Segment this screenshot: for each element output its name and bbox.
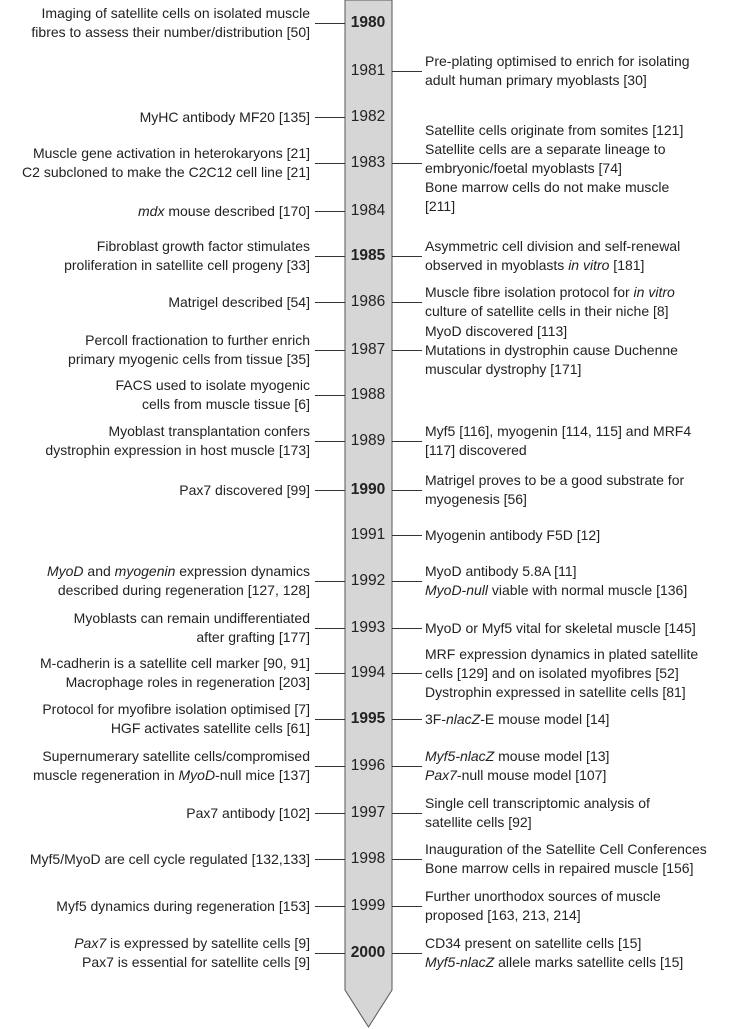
event-text: after grafting [177] — [196, 629, 310, 645]
event-left-1993 — [74, 609, 310, 647]
year-label: 1999 — [350, 897, 386, 914]
connector-left — [315, 859, 345, 860]
connector-right — [392, 813, 422, 814]
event-line — [68, 331, 310, 350]
event-text: Matrigel described [54] — [168, 293, 310, 310]
event-text: muscle regeneration in — [32, 767, 179, 783]
event-text: [211] — [425, 198, 456, 215]
event-text: Pax7 — [74, 935, 107, 951]
event-line — [425, 562, 687, 581]
event-line — [47, 581, 310, 600]
event-line — [425, 794, 650, 813]
connector-left — [315, 581, 345, 582]
event-line — [425, 237, 680, 256]
event-text: Satellite cells originate from somites [121] — [425, 122, 684, 139]
connector-right — [392, 490, 422, 491]
event-line — [47, 562, 310, 581]
event-line — [74, 953, 310, 972]
event-line — [425, 71, 690, 90]
event-line — [425, 747, 609, 766]
event-right-1999 — [425, 887, 661, 925]
connector-left — [315, 211, 345, 212]
year-label: 1989 — [350, 432, 386, 449]
connector-left — [315, 23, 345, 24]
event-line — [425, 645, 698, 664]
event-line — [30, 850, 310, 869]
event-text: Macrophage roles in regeneration [203] — [65, 674, 310, 690]
connector-right — [392, 256, 422, 257]
event-text: culture of satellite cells in their niche [8] — [425, 303, 669, 319]
event-line — [425, 766, 609, 785]
event-text: 3F- — [425, 710, 446, 727]
event-right-1981 — [425, 52, 690, 90]
connector-right — [392, 302, 422, 303]
event-line — [42, 719, 310, 738]
connector-left — [315, 813, 345, 814]
year-label: 1993 — [350, 619, 386, 636]
year-label: 1996 — [350, 757, 386, 774]
year-label: 1992 — [350, 572, 386, 589]
event-line — [33, 747, 310, 766]
event-line — [425, 934, 683, 953]
event-text: primary myogenic cells from tissue [35] — [68, 351, 310, 367]
event-text: MyoD or Myf5 vital for skeletal muscle [145] — [425, 619, 696, 636]
event-right-1983 — [425, 121, 683, 216]
event-line — [74, 628, 310, 647]
event-right-1998 — [425, 840, 707, 878]
event-line — [425, 302, 675, 321]
event-line — [22, 144, 310, 163]
connector-left — [315, 906, 345, 907]
event-text: allele marks satellite cells [15] — [494, 954, 684, 970]
year-label: 1986 — [350, 293, 386, 310]
year-label: 1994 — [350, 664, 386, 681]
event-line — [138, 202, 310, 221]
event-line — [425, 140, 683, 159]
event-line — [140, 108, 310, 127]
year-label: 1991 — [350, 526, 386, 543]
event-text: Myf5-nlacZ — [425, 954, 495, 970]
connector-right — [392, 719, 422, 720]
event-text: dystrophin expression in host muscle [173] — [45, 442, 310, 458]
event-text: Myf5 [116], myogenin [114, 115] and MRF4 — [425, 423, 692, 439]
event-text: Myf5 dynamics during regeneration [153] — [56, 897, 310, 914]
connector-left — [315, 256, 345, 257]
event-right-2000 — [425, 934, 683, 972]
event-line — [425, 710, 609, 729]
event-text: muscular dystrophy [171] — [425, 360, 582, 377]
connector-left — [315, 441, 345, 442]
connector-right — [392, 766, 422, 767]
event-line — [425, 197, 683, 216]
event-left-1999 — [56, 897, 310, 916]
event-left-1997 — [186, 804, 310, 823]
event-left-1987 — [68, 331, 310, 369]
event-right-1985 — [425, 237, 680, 275]
event-line — [168, 293, 310, 312]
year-label: 1987 — [350, 341, 386, 358]
event-line — [425, 813, 650, 832]
event-text: in vitro — [568, 257, 610, 273]
event-line — [425, 121, 683, 140]
event-line — [31, 23, 310, 42]
event-text: [181] — [609, 257, 645, 273]
event-text: expression dynamics — [175, 563, 310, 579]
connector-left — [315, 766, 345, 767]
event-text: proposed [163, 213, 214] — [425, 907, 581, 923]
event-line — [425, 441, 691, 460]
event-text: Dystrophin expressed in satellite cells [81] — [425, 683, 686, 700]
event-right-1993 — [425, 619, 696, 638]
year-label: 1980 — [350, 14, 386, 31]
connector-left — [315, 350, 345, 351]
event-text: Myogenin antibody F5D [12] — [425, 526, 601, 543]
event-right-1986 — [425, 283, 675, 321]
event-text: MyoD-null — [425, 582, 489, 598]
event-line — [425, 322, 678, 341]
event-left-1998 — [30, 850, 310, 869]
event-text: satellite cells [92] — [425, 814, 532, 830]
event-line — [425, 619, 696, 638]
event-text: -null mice [137] — [215, 767, 310, 783]
event-left-1988 — [115, 376, 310, 414]
event-left-1984 — [138, 202, 310, 221]
event-text: MRF expression dynamics in plated satellite — [425, 645, 699, 662]
event-text: Muscle fibre isolation protocol for — [425, 284, 634, 300]
event-text: Inauguration of the Satellite Cell Conferences — [425, 841, 707, 857]
event-text: Bone marrow cells do not make muscle — [425, 179, 670, 196]
event-right-1992 — [425, 562, 687, 600]
event-line — [425, 526, 600, 545]
event-text: Matrigel proves to be a good substrate for — [425, 472, 685, 488]
event-text: Fibroblast growth factor stimulates — [96, 238, 310, 254]
event-line — [179, 481, 310, 500]
event-text: myogenesis [56] — [425, 491, 527, 507]
event-text: Pax7 antibody [102] — [186, 804, 310, 821]
event-text: Myoblasts can remain undifferentiated — [73, 610, 310, 626]
event-text: Myf5/MyoD are cell cycle regulated [132,133] — [29, 850, 310, 867]
connector-left — [315, 953, 345, 954]
event-text: CD34 present on satellite cells [15] — [425, 935, 642, 951]
event-left-1996 — [33, 747, 310, 785]
event-line — [425, 664, 698, 683]
event-line — [33, 766, 310, 785]
event-text: Pax7 — [425, 767, 457, 783]
event-line — [425, 360, 678, 379]
event-text: Protocol for myofibre isolation optimised [7] — [42, 701, 310, 717]
event-line — [425, 490, 684, 509]
event-text: embryonic/foetal myoblasts [74] — [425, 160, 622, 177]
event-text: MyoD discovered [113] — [425, 322, 568, 339]
event-text: myogenin — [114, 563, 176, 579]
connector-right — [392, 71, 422, 72]
event-text: Pax7 discovered [99] — [179, 481, 310, 498]
event-line — [64, 237, 310, 256]
event-text: Imaging of satellite cells on isolated muscle — [41, 5, 310, 21]
event-line — [425, 859, 707, 878]
connector-right — [392, 581, 422, 582]
event-text: Single cell transcriptomic analysis of — [425, 795, 650, 811]
event-text: fibres to assess their number/distribution [50] — [31, 24, 310, 40]
connector-right — [392, 441, 422, 442]
year-label: 2000 — [350, 944, 386, 961]
event-line — [64, 256, 310, 275]
event-left-1995 — [42, 700, 310, 738]
event-text: is expressed by satellite cells [9] — [106, 935, 310, 951]
event-text: Pre-plating optimised to enrich for isolating — [425, 53, 690, 69]
year-label: 1981 — [350, 62, 386, 79]
event-line — [425, 906, 661, 925]
event-text: Muscle gene activation in heterokaryons [21] — [32, 145, 310, 161]
event-right-1994 — [425, 645, 698, 702]
connector-right — [392, 535, 422, 536]
event-text: C2 subcloned to make the C2C12 cell line [21] — [22, 164, 310, 180]
connector-right — [392, 628, 422, 629]
event-line — [40, 654, 310, 673]
event-line — [425, 256, 680, 275]
event-line — [425, 471, 684, 490]
event-text: nlacZ — [446, 710, 481, 727]
event-text: Percoll fractionation to further enrich — [85, 332, 310, 348]
event-text: described during regeneration [127, 128] — [57, 582, 310, 598]
event-text: observed in myoblasts — [425, 257, 569, 273]
event-text: mdx — [138, 202, 165, 219]
event-text: adult human primary myoblasts [30] — [425, 72, 647, 88]
event-text: MyHC antibody MF20 [135] — [139, 108, 310, 125]
connector-right — [392, 859, 422, 860]
event-left-1985 — [64, 237, 310, 275]
connector-left — [315, 673, 345, 674]
event-left-1992 — [47, 562, 310, 600]
event-right-1995 — [425, 710, 609, 729]
event-text: Asymmetric cell division and self-renewal — [425, 238, 681, 254]
event-line — [42, 700, 310, 719]
event-line — [68, 350, 310, 369]
event-line — [425, 887, 661, 906]
event-line — [115, 376, 310, 395]
year-label: 1995 — [350, 710, 386, 727]
event-text: Pax7 is essential for satellite cells [9] — [82, 954, 310, 970]
event-text: [117] discovered — [425, 442, 527, 458]
event-text: HGF activates satellite cells [61] — [110, 720, 310, 736]
year-label: 1983 — [350, 154, 386, 171]
event-line — [425, 283, 675, 302]
event-text: Myf5-nlacZ — [425, 748, 495, 764]
event-left-1986 — [168, 293, 310, 312]
event-text: Bone marrow cells in repaired muscle [156] — [425, 860, 694, 876]
event-line — [425, 422, 691, 441]
year-label: 1988 — [350, 386, 386, 403]
event-right-1990 — [425, 471, 684, 509]
event-line — [40, 673, 310, 692]
event-text: Myoblast transplantation confers — [108, 423, 310, 439]
event-right-1996 — [425, 747, 609, 785]
event-line — [425, 52, 690, 71]
event-text: in vitro — [633, 284, 675, 300]
event-text: Mutations in dystrophin cause Duchenne — [425, 341, 678, 358]
event-line — [425, 341, 678, 360]
connector-left — [315, 395, 345, 396]
year-label: 1990 — [350, 481, 386, 498]
event-left-1980 — [31, 4, 310, 42]
year-label: 1982 — [350, 108, 386, 125]
event-left-2000 — [74, 934, 310, 972]
event-text: cells from muscle tissue [6] — [141, 396, 310, 412]
year-label: 1997 — [350, 804, 386, 821]
event-left-1990 — [179, 481, 310, 500]
event-line — [425, 178, 683, 197]
event-line — [31, 4, 310, 23]
event-text: Satellite cells are a separate lineage to — [425, 141, 666, 158]
event-line — [425, 683, 698, 702]
event-left-1994 — [40, 654, 310, 692]
event-left-1982 — [140, 108, 310, 127]
event-text: viable with normal muscle [136] — [488, 582, 688, 598]
event-left-1983 — [22, 144, 310, 182]
event-text: M-cadherin is a satellite cell marker [90, 91] — [40, 655, 310, 671]
event-text: FACS used to isolate myogenic — [115, 377, 310, 393]
event-right-1997 — [425, 794, 650, 832]
event-line — [115, 395, 310, 414]
event-text: and — [83, 563, 115, 579]
event-line — [56, 897, 310, 916]
event-text: Supernumerary satellite cells/compromised — [42, 748, 310, 764]
event-line — [425, 840, 707, 859]
connector-right — [392, 906, 422, 907]
event-line — [74, 934, 310, 953]
event-text: MyoD — [178, 767, 216, 783]
event-right-1987 — [425, 322, 678, 379]
event-text: mouse described [170] — [164, 202, 310, 219]
event-text: MyoD — [46, 563, 84, 579]
event-text: mouse model [13] — [494, 748, 610, 764]
connector-left — [315, 628, 345, 629]
connector-right — [392, 163, 422, 164]
connector-left — [315, 163, 345, 164]
event-text: proliferation in satellite cell progeny [33] — [64, 257, 310, 273]
event-left-1989 — [45, 422, 310, 460]
year-label: 1998 — [350, 850, 386, 867]
connector-left — [315, 490, 345, 491]
event-line — [74, 609, 310, 628]
event-line — [425, 581, 687, 600]
connector-right — [392, 673, 422, 674]
event-right-1991 — [425, 526, 600, 545]
event-text: MyoD antibody 5.8A [11] — [425, 563, 577, 579]
event-line — [22, 163, 310, 182]
event-line — [425, 953, 683, 972]
event-text: -E mouse model [14] — [480, 710, 610, 727]
year-label: 1985 — [350, 247, 386, 264]
event-text: Further unorthodox sources of muscle — [425, 888, 661, 904]
connector-left — [315, 117, 345, 118]
event-line — [186, 804, 310, 823]
connector-right — [392, 953, 422, 954]
event-right-1989 — [425, 422, 691, 460]
event-line — [45, 422, 310, 441]
year-label: 1984 — [350, 202, 386, 219]
connector-right — [392, 350, 422, 351]
connector-left — [315, 302, 345, 303]
connector-left — [315, 719, 345, 720]
event-line — [425, 159, 683, 178]
event-line — [45, 441, 310, 460]
event-text: cells [129] and on isolated myofibres [52] — [425, 664, 679, 681]
event-text: -null mouse model [107] — [456, 767, 607, 783]
